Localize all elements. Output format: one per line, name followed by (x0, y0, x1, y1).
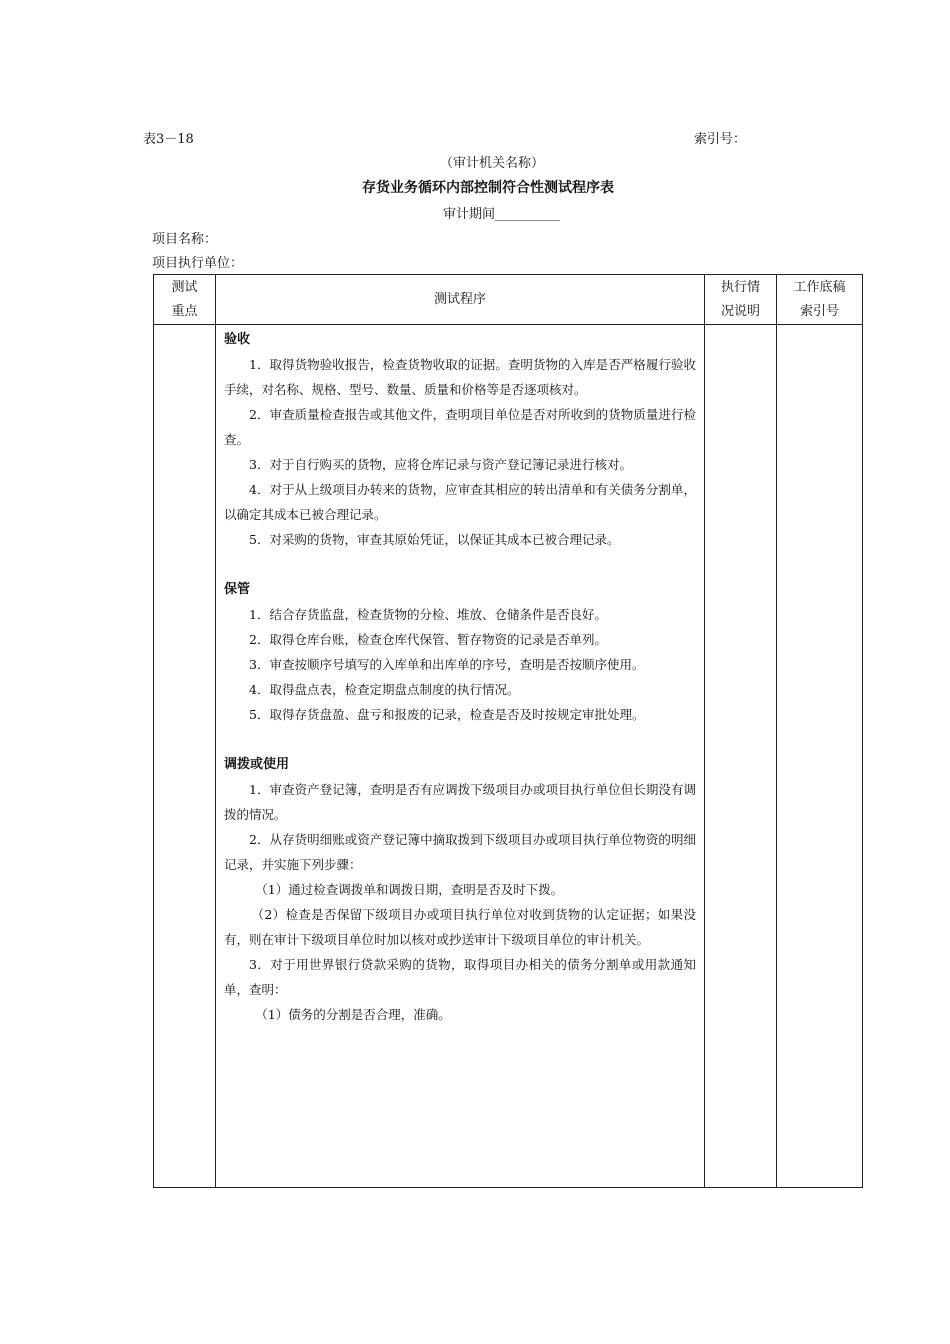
list-item: 2．取得仓库台账，检查仓库代保管、暂存物资的记录是否单列。 (249, 632, 607, 647)
list-item: 4．对于从上级项目办转来的货物，应审查其相应的转出清单和有关债务分割单，以确定其成本已被合理记录。 (224, 482, 696, 522)
table-number: 表3－18 (143, 132, 194, 147)
section-title-custody: 保管 (224, 582, 251, 597)
list-item: 2．审查质量检查报告或其他文件，查明项目单位是否对所收到的货物质量进行检查。 (224, 407, 696, 447)
list-item: 3．对于用世界银行贷款采购的货物，取得项目办相关的债务分割单或用款通知单，查明： (224, 957, 696, 997)
project-name-label: 项目名称： (152, 232, 218, 247)
procedure-cell (216, 325, 705, 1188)
header-workpaper-index: 工作底稿 索引号 (777, 275, 863, 325)
section-title-acceptance: 验收 (224, 332, 251, 347)
test-procedure-table (153, 274, 863, 1188)
index-number-label: 索引号： (694, 132, 747, 147)
table-body-row (154, 325, 863, 1188)
list-item: 1．审查资产登记簿，查明是否有应调拨下级项目办或项目执行单位但长期没有调拨的情况。 (224, 782, 696, 822)
header-test-procedure: 测试程序 (216, 275, 705, 325)
list-item: 1．取得货物验收报告，检查货物收取的证据。查明货物的入库是否严格履行验收手续，对名称、规格、型号、数量、质量和价格等是否逐项核对。 (224, 357, 696, 397)
audit-period: 审计期间__________ (443, 207, 561, 222)
list-item: （1）通过检查调拨单和调拨日期，查明是否及时下拨。 (255, 882, 564, 897)
audit-org-name: （审计机关名称） (440, 156, 545, 171)
list-item: 5．取得存货盘盈、盘亏和报废的记录，检查是否及时按规定审批处理。 (249, 707, 645, 722)
test-focus-cell (154, 325, 216, 1188)
page-title: 存货业务循环内部控制符合性测试程序表 (362, 180, 614, 196)
list-item: 1．结合存货监盘，检查货物的分检、堆放、仓储条件是否良好。 (249, 607, 607, 622)
list-item: 4．取得盘点表，检查定期盘点制度的执行情况。 (249, 682, 520, 697)
header-execution-note: 执行情 况说明 (705, 275, 777, 325)
header-test-focus: 测试 重点 (154, 275, 216, 325)
workpaper-index-cell (777, 325, 863, 1188)
section-title-allocation: 调拨或使用 (224, 757, 290, 772)
list-item: （2）检查是否保留下级项目办或项目执行单位对收到货物的认定证据；如果没有，则在审计下级项目单位时加以核对或抄送审计下级项目单位的审计机关。 (224, 907, 696, 947)
list-item: （1）债务的分割是否合理，准确。 (255, 1007, 451, 1022)
execution-note-cell (705, 325, 777, 1188)
project-unit-label: 项目执行单位： (152, 256, 244, 271)
list-item: 3．对于自行购买的货物，应将仓库记录与资产登记簿记录进行核对。 (249, 457, 632, 472)
list-item: 2．从存货明细账或资产登记簿中摘取拨到下级项目办或项目执行单位物资的明细记录，并实施下列步骤： (224, 832, 696, 872)
list-item: 3．审查按顺序号填写的入库单和出库单的序号，查明是否按顺序使用。 (249, 657, 645, 672)
table-header-row (154, 275, 863, 325)
list-item: 5．对采购的货物，审查其原始凭证，以保证其成本已被合理记录。 (249, 532, 620, 547)
